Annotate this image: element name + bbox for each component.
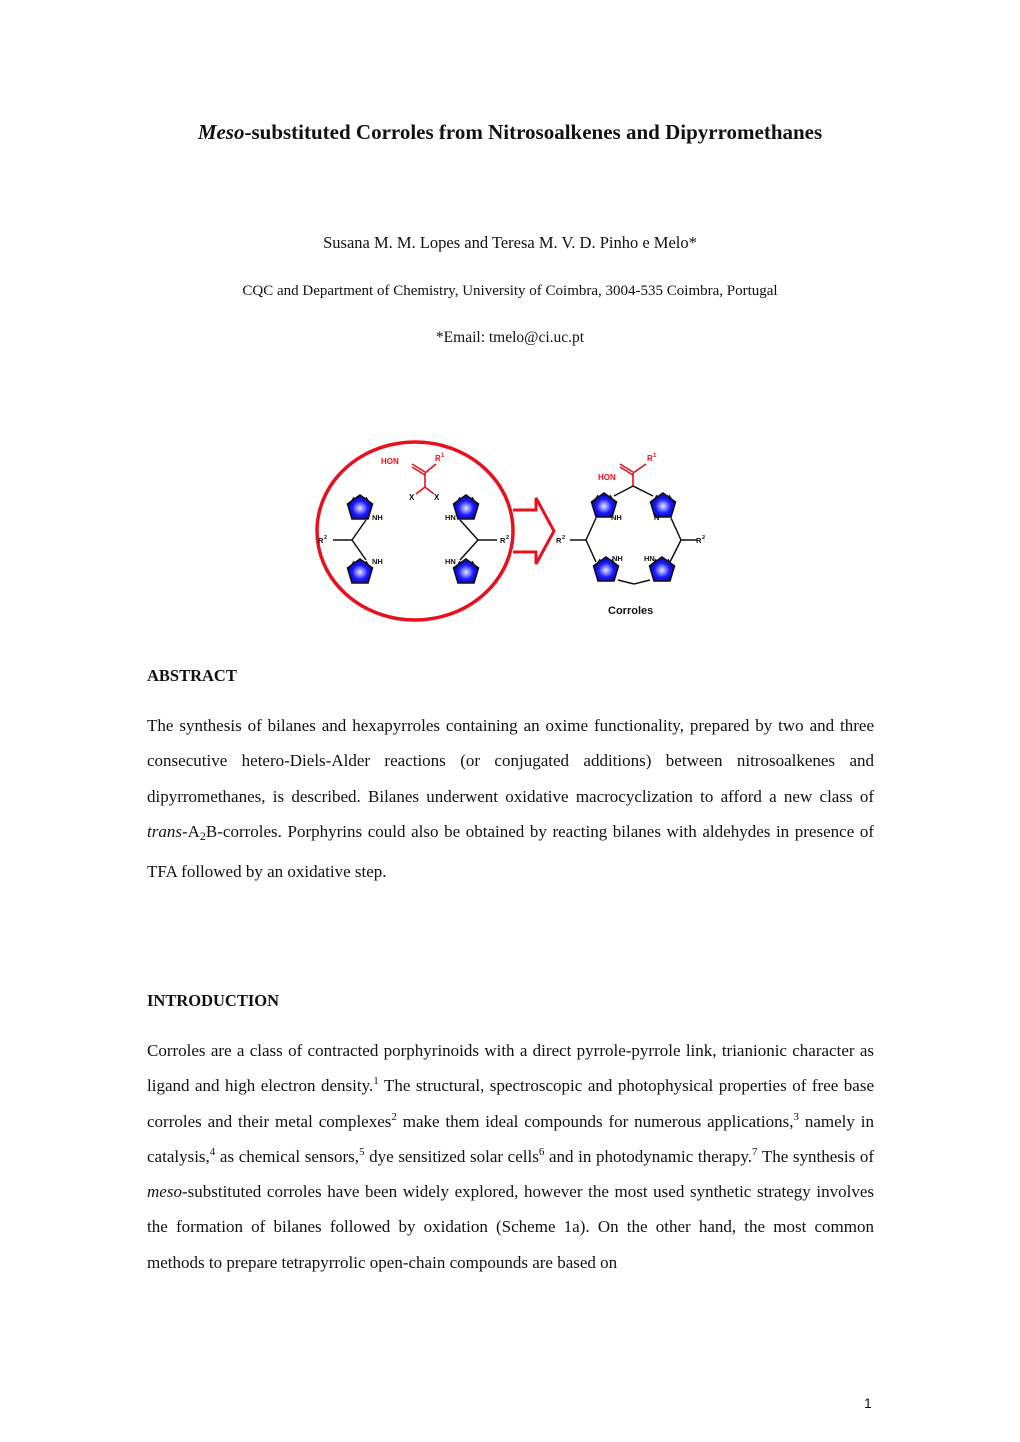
svg-text:NH: NH <box>372 513 383 522</box>
svg-text:1: 1 <box>441 453 445 459</box>
page-number: 1 <box>864 1395 872 1411</box>
svg-text:R: R <box>500 536 506 545</box>
svg-text:2: 2 <box>702 535 706 541</box>
svg-text:HN: HN <box>445 513 456 522</box>
affiliation: CQC and Department of Chemistry, University of Coimbra, 3004-535 Coimbra, Portugal <box>242 283 778 299</box>
pyrrole-icon <box>348 559 373 583</box>
svg-text:NH: NH <box>612 554 623 563</box>
svg-text:HN: HN <box>644 554 655 563</box>
corroles-caption: Corroles <box>608 605 654 617</box>
email: *Email: tmelo@ci.uc.pt <box>435 329 585 346</box>
svg-text:2: 2 <box>562 535 566 541</box>
paper-title: Meso-substituted Corroles from Nitrosoalkenes and Dipyrromethanes <box>197 120 823 144</box>
svg-text:2: 2 <box>506 535 510 541</box>
svg-text:X: X <box>409 493 415 502</box>
graphical-abstract <box>308 434 728 630</box>
pyrrole-icon <box>348 495 373 519</box>
svg-text:NH: NH <box>611 513 622 522</box>
svg-text:1: 1 <box>653 453 657 459</box>
svg-text:R: R <box>435 454 441 463</box>
svg-text:HN: HN <box>445 557 456 566</box>
introduction-text: Corroles are a class of contracted porphyrinoids with a direct pyrrole-pyrrole link, trianionic character as ligand and high electron density.$^1$ The structural, spectroscopic and photophysical properties of free base corroles and their metal complexes$^2$ make them ideal compounds for numerous applications,$^3$ namely in catalysis,$^4$ as chemical sensors,$^5$ dye sensitized solar cells$^6$ and in photodynamic therapy.$^7$ The synthesis of meso-substituted corroles have been widely explored, however the most used synthetic strategy involves the formation of bilanes followed by oxidation (Scheme 1a). On the other hand, the most common methods to prepare tetrapyrrolic open-chain compounds are based on <box>147 1041 875 1272</box>
pyrrole-icon <box>454 559 479 583</box>
abstract-text: The synthesis of bilanes and hexapyrroles containing an oxime functionality, prepared by two and three consecutive hetero-Diels-Alder reactions (or conjugated additions) between nitrosoalkenes and dipyrromethanes, is described. Bilanes underwent oxidative macrocyclization to afford a new class of trans-$A_2B$-corroles. Porphyrins could also be obtained by reacting bilanes with aldehydes in presence of TFA followed by an oxidative step. <box>147 716 874 882</box>
introduction-heading: INTRODUCTION <box>147 991 280 1010</box>
svg-text:R: R <box>318 536 324 545</box>
svg-text:2: 2 <box>324 535 328 541</box>
abstract-heading: ABSTRACT <box>147 666 237 685</box>
svg-text:X: X <box>434 493 440 502</box>
svg-text:R: R <box>696 536 702 545</box>
svg-text:NH: NH <box>372 557 383 566</box>
pyrrole-icon <box>454 495 479 519</box>
reaction-arrow <box>513 498 554 564</box>
svg-text:R: R <box>556 536 562 545</box>
svg-text:N: N <box>654 513 660 522</box>
svg-text:R: R <box>647 454 653 463</box>
svg-text:HON: HON <box>381 457 399 466</box>
svg-text:HON: HON <box>598 473 616 482</box>
authors: Susana M. M. Lopes and Teresa M. V. D. Pinho e Melo* <box>323 233 697 252</box>
